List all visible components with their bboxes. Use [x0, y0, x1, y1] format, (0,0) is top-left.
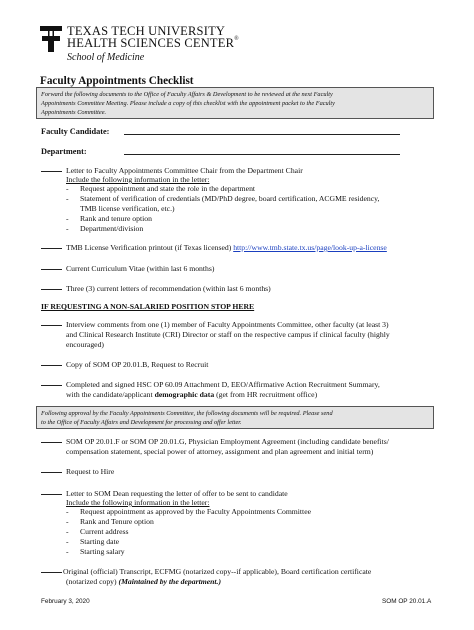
checkbox-blank[interactable]	[41, 365, 62, 366]
registered-mark: ®	[234, 36, 239, 42]
department-field[interactable]	[124, 154, 400, 155]
list-item: Rank and Tenure option	[80, 517, 154, 526]
bullet: -	[66, 184, 69, 193]
checklist-item-cv: Current Curriculum Vitae (within last 6 months)	[41, 264, 214, 273]
list-item: Current address	[80, 527, 129, 536]
university-name-line1: TEXAS TECH UNIVERSITY	[67, 24, 226, 38]
checklist-item-interview: Interview comments from one (1) member of Faculty Appointments Committee, other faculty (at least 3)	[41, 320, 389, 329]
list-item: Rank and tenure option	[80, 214, 152, 223]
bullet: -	[66, 507, 69, 516]
checkbox-blank[interactable]	[41, 325, 62, 326]
transcript-line: (notarized copy) (Maintained by the department.)	[66, 577, 222, 586]
tmb-lookup-link[interactable]: http://www.tmb.state.tx.us/page/look-up-a-license	[233, 243, 387, 252]
checklist-item-som-op-f: SOM OP 20.01.F or SOM OP 20.01.G, Physician Employment Agreement (including candidate benefits/	[41, 437, 389, 446]
bullet: -	[66, 547, 69, 556]
list-item: TMB license verification, etc.)	[80, 204, 175, 213]
checkbox-blank[interactable]	[41, 572, 62, 573]
bullet: -	[66, 537, 69, 546]
footer-document-code: SOM OP 20.01.A	[382, 598, 432, 605]
list-item: Request appointment and state the role in the department	[80, 184, 256, 193]
checkbox-blank[interactable]	[41, 289, 62, 290]
checkbox-blank[interactable]	[41, 494, 62, 495]
checklist-item-recommendations: Three (3) current letters of recommendation (within last 6 months)	[41, 284, 271, 293]
faculty-candidate-label: Faculty Candidate:	[41, 127, 110, 136]
intro-instructions-box	[36, 87, 434, 119]
checkbox-blank[interactable]	[41, 171, 62, 172]
checklist-item-request-hire: Request to Hire	[41, 467, 114, 476]
bullet: -	[66, 224, 69, 233]
post-approval-note-box	[36, 406, 434, 429]
page-title: Faculty Appointments Checklist	[40, 75, 194, 87]
faculty-candidate-field[interactable]	[124, 134, 400, 135]
hsc-op-line: with the candidate/applicant demographic data (get from HR recruitment office)	[66, 390, 318, 399]
checkbox-blank[interactable]	[41, 442, 62, 443]
demographic-data-emphasis: demographic data	[154, 390, 215, 399]
list-item: Starting salary	[80, 547, 125, 556]
bullet: -	[66, 527, 69, 536]
bullet: -	[66, 194, 69, 203]
approval-line: to the Office of Faculty Affairs and Development for processing and offer letter.	[41, 419, 242, 427]
approval-line: Following approval by the Faculty Appointments Committee, the following documents will be required. Please send	[41, 410, 333, 417]
checkbox-blank[interactable]	[41, 248, 62, 249]
maintained-by-department-note: (Maintained by the department.)	[118, 577, 222, 586]
include-info-note: Include the following information in the letter:	[66, 175, 210, 184]
interview-line: encouraged)	[66, 340, 104, 349]
list-item: Request appointment as approved by the Faculty Appointments Committee	[80, 507, 312, 516]
checkbox-blank[interactable]	[41, 385, 62, 386]
double-t-logo	[40, 26, 62, 52]
school-name: School of Medicine	[67, 52, 145, 63]
department-label: Department:	[41, 147, 87, 156]
checklist-item-som-op-b: Copy of SOM OP 20.01.B, Request to Recruit	[41, 360, 208, 369]
checklist-item-letter-chair: Letter to Faculty Appointments Committee Chair from the Department Chair	[41, 166, 303, 175]
list-item: Statement of verification of credentials (MD/PhD degree, board certification, ACGME residency,	[80, 194, 380, 203]
non-salaried-stop-heading: IF REQUESTING A NON-SALARIED POSITION STOP HERE	[41, 302, 255, 311]
checklist-item-tmb: TMB License Verification printout (if Texas licensed) http://www.tmb.state.tx.us/page/look-up-a-license	[41, 243, 387, 252]
include-info-note: Include the following information in the letter:	[66, 498, 210, 507]
checkbox-blank[interactable]	[41, 472, 62, 473]
checkbox-blank[interactable]	[41, 269, 62, 270]
intro-line: Forward the following documents to the Office of Faculty Affairs & Development to be reviewed at the next Faculty	[41, 91, 333, 98]
bullet: -	[66, 214, 69, 223]
footer-date: February 3, 2020	[41, 598, 90, 605]
intro-line: Appointments Committee.	[41, 109, 107, 117]
bullet: -	[66, 517, 69, 526]
checklist-item-transcript: Original (official) Transcript, ECFMG (notarized copy--if applicable), Board certification certificate	[41, 567, 371, 576]
checklist-item-hsc-op: Completed and signed HSC OP 60.09 Attachment D, EEO/Affirmative Action Recruitment Summary,	[41, 380, 380, 389]
list-item: Starting date	[80, 537, 120, 546]
interview-line: and Clinical Research Institute (CRI) Director or staff on the respective campus if clinical faculty (highly	[66, 330, 390, 339]
som-op-f-line: compensation statement, special power of attorney, assignment and plan agreement and initial term)	[66, 447, 374, 456]
intro-line: Appointments Committee Meeting. Please include a copy of this checklist with the appointment packet to the Faculty	[41, 100, 335, 108]
checklist-item-letter-dean: Letter to SOM Dean requesting the letter of offer to be sent to candidate	[41, 489, 288, 498]
university-name-line2: HEALTH SCIENCES CENTER®	[67, 36, 239, 50]
list-item: Department/division	[80, 224, 144, 233]
